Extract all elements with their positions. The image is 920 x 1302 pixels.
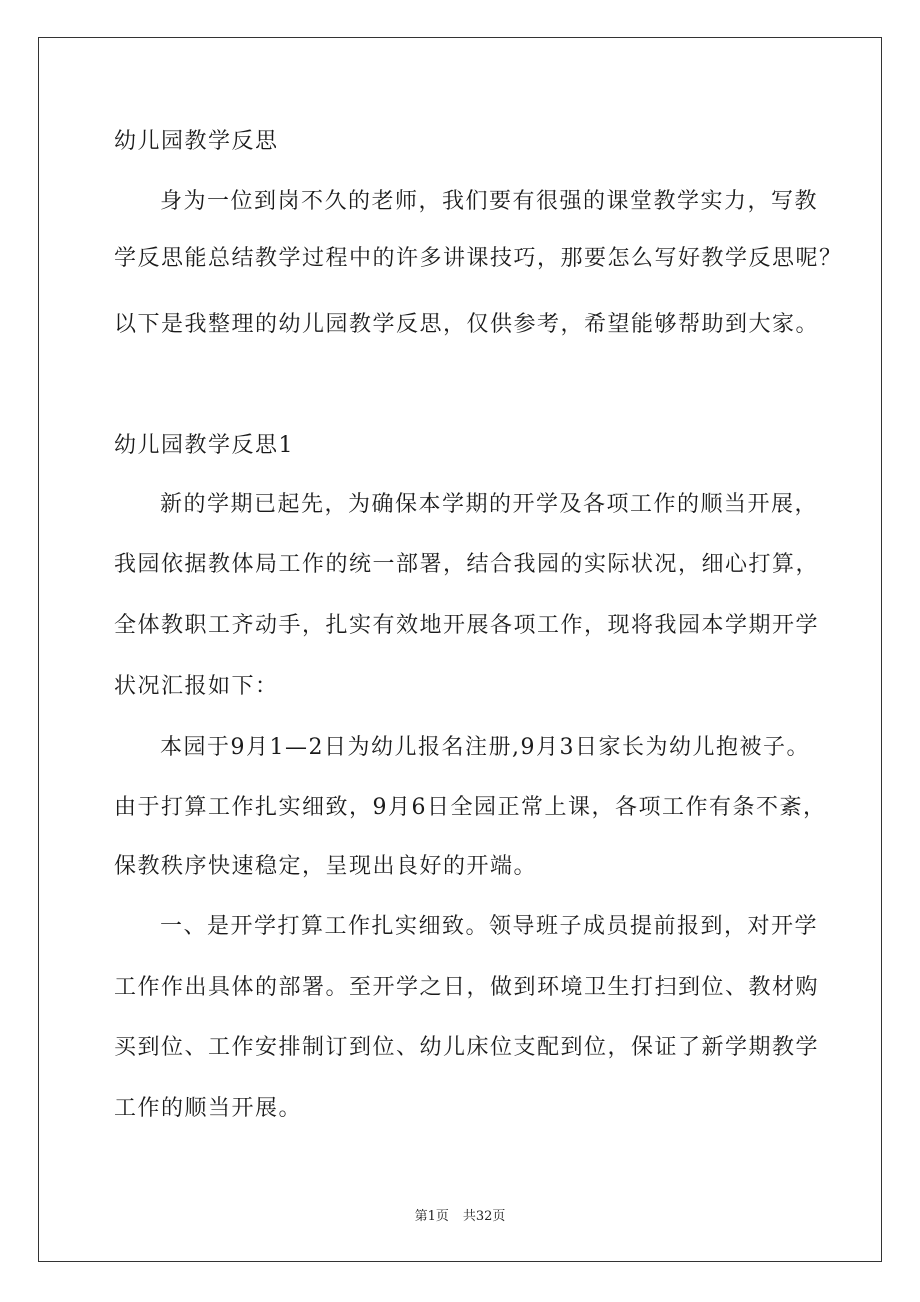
paragraph3-line-3: 买到位、工作安排制订到位、幼儿床位支配到位，保证了新学期教学	[114, 1035, 820, 1060]
paragraph3-line-4: 工作的顺当开展。	[114, 1096, 303, 1121]
document-title: 幼儿园教学反思	[114, 129, 279, 154]
intro-line-3: 以下是我整理的幼儿园教学反思，仅供参考，希望能够帮助到大家。	[114, 312, 820, 337]
intro-line-1: 身为一位到岗不久的老师，我们要有很强的课堂教学实力，写教	[160, 189, 819, 214]
paragraph2-line-1: 本园于9月1—2日为幼儿报名注册,9月3日家长为幼儿抱被子。	[160, 735, 810, 760]
total-pages: 共32页	[462, 1209, 506, 1224]
paragraph1-line-3: 全体教职工齐动手，扎实有效地开展各项工作，现将我园本学期开学	[114, 613, 820, 638]
section-title: 幼儿园教学反思1	[114, 433, 294, 458]
paragraph2-line-2: 由于打算工作扎实细致，9月6日全园正常上课，各项工作有条不紊，	[114, 795, 827, 820]
paragraph3-line-1: 一、是开学打算工作扎实细致。领导班子成员提前报到，对开学	[160, 914, 819, 939]
paragraph3-line-2: 工作作出具体的部署。至开学之日，做到环境卫生打扫到位、教材购	[114, 975, 820, 1000]
paragraph2-line-3: 保教秩序快速稳定，呈现出良好的开端。	[114, 854, 538, 879]
intro-line-2: 学反思能总结教学过程中的许多讲课技巧，那要怎么写好教学反思呢？	[114, 246, 843, 271]
paragraph1-line-4: 状况汇报如下：	[114, 674, 279, 699]
page-frame	[38, 37, 882, 1262]
paragraph1-line-2: 我园依据教体局工作的统一部署，结合我园的实际状况，细心打算，	[114, 552, 820, 577]
paragraph1-line-1: 新的学期已起先，为确保本学期的开学及各项工作的顺当开展，	[160, 492, 819, 517]
page-number: 第1页	[414, 1209, 449, 1224]
page-footer	[0, 1208, 920, 1226]
